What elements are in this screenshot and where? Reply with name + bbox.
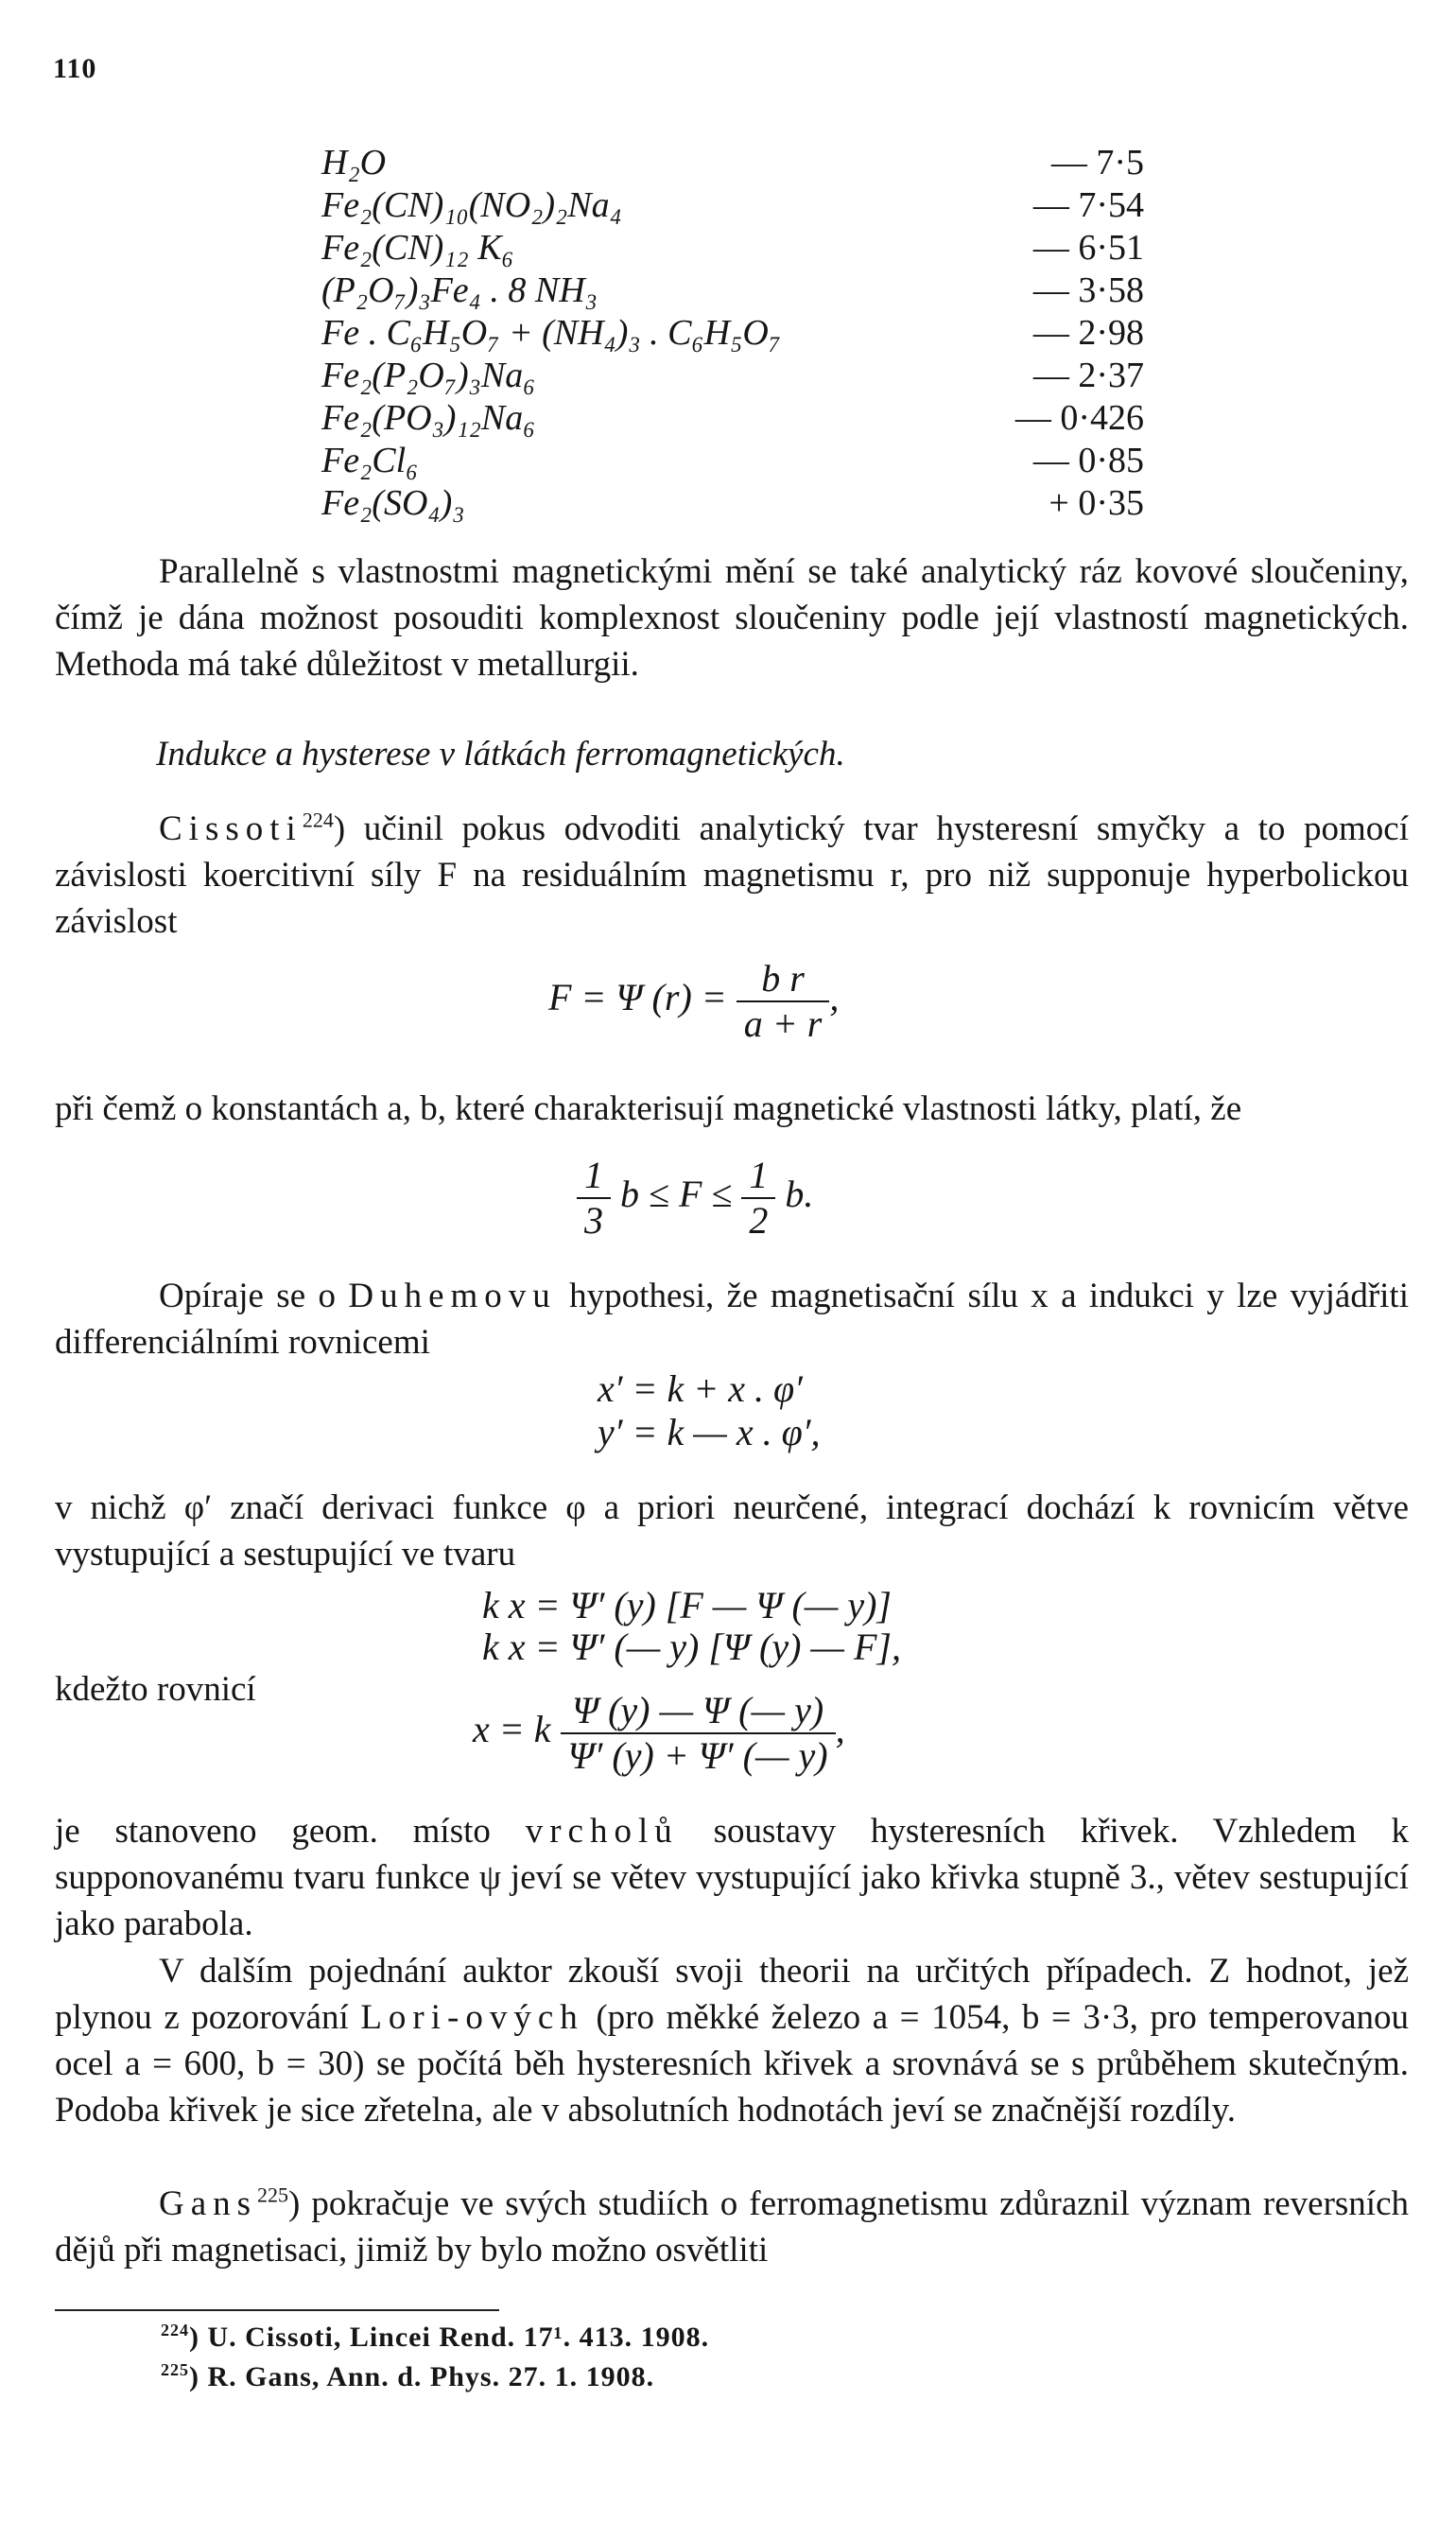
paragraph-duhem (55, 1273, 1409, 1365)
fraction (561, 1689, 836, 1778)
numerator: 1 (741, 1154, 775, 1199)
footnote-ref: 225 (257, 2183, 289, 2207)
paragraph-text: (pro měkké železo a = 1054, b = 3·3, pro temperovanou ocel a = 600, b = 30) se počítá běh hysteresních křivek a srovnává se s průběhem skutečným. Podoba křivek je sice zřetelna, ale v absolutních hodnotách jeví se značnější rozdíly. (55, 1998, 1410, 2130)
table-row (321, 482, 1144, 525)
equation-line: k x = Ψ′ (y) [F — Ψ (— y)] (482, 1584, 892, 1626)
numerator: 1 (577, 1154, 611, 1199)
footnote-text: ) U. Cissoti, Lincei Rend. 17¹. 413. 1908. (189, 2322, 710, 2353)
paragraph-lori (55, 1948, 1409, 2133)
table-row (321, 397, 1144, 440)
kdezto-label: kdežto rovnicí (55, 1670, 256, 1709)
compound-value: — 2·98 (1032, 313, 1144, 353)
table-row (321, 142, 1144, 184)
compound-value: + 0·35 (1049, 483, 1144, 523)
denominator: 3 (584, 1199, 603, 1242)
compound-value: — 2·37 (1032, 356, 1144, 395)
equation-branches (482, 1585, 901, 1668)
section-heading: Indukce a hysterese v látkách ferromagnetických. (156, 735, 845, 774)
author-name: Gans (159, 2184, 258, 2223)
equation-vertices (473, 1689, 845, 1778)
equation-line: k x = Ψ′ (— y) [Ψ (y) — F], (482, 1626, 901, 1668)
equation-tail: , (835, 1708, 845, 1751)
person-name: Lori-ových (360, 1998, 584, 2037)
compound-formula: Fe₂(PO₃)₁₂Na₆ (321, 398, 536, 438)
denominator: Ψ′ (y) + Ψ′ (— y) (567, 1734, 828, 1777)
equation-line: x′ = k + x . φ′ (598, 1367, 803, 1410)
footnote-text: ) R. Gans, Ann. d. Phys. 27. 1. 1908. (189, 2361, 655, 2392)
table-row (321, 184, 1144, 227)
paragraph-magnetic-properties: Parallelně s vlastnostmi magnetickými mění se také analytický ráz kovové sloučeniny, čímž je dána možnost posouditi komplexnost sloučeniny podle její vlastností magnetických. Methoda má také důležitost v metallurgii. (55, 552, 1409, 684)
fraction (577, 1154, 611, 1243)
person-name: Duhemovu (348, 1277, 557, 1315)
fraction (737, 957, 830, 1046)
compound-value: — 0·426 (1014, 398, 1144, 438)
footnote-number: 224 (161, 2321, 189, 2339)
numerator: b r (737, 957, 830, 1002)
equation-inequality (577, 1154, 813, 1243)
equation-tail: , (829, 976, 840, 1019)
compound-formula: Fe₂(SO₄)₃ (321, 483, 465, 523)
table-row (321, 227, 1144, 270)
paragraph-integration: v nichž φ′ značí derivaci funkce φ a priori neurčené, integrací dochází k rovnicím větve vystupující a sestupující ve tvaru (55, 1488, 1409, 1574)
paragraph-text: hypothesi, že magnetisační sílu x a indukci y lze vyjádřiti differenciálními rovnicemi (55, 1277, 1409, 1362)
paragraph-constants: při čemž o konstantách a, b, které charakterisují magnetické vlastnosti látky, platí, že (55, 1089, 1242, 1128)
paragraph-vertices (55, 1808, 1409, 1947)
page-number: 110 (53, 53, 97, 84)
compound-formula: H₂O (321, 143, 387, 183)
paragraph-gans (55, 2181, 1409, 2273)
paragraph-text: Opíraje se o (159, 1277, 349, 1315)
paragraph-text: V dalším pojednání auktor zkouší svoji theorii na určitých případech. Z hodnot, jež plynou z pozorování (55, 1952, 1409, 2037)
compound-formula: Fe . C₆H₅O₇ + (NH₄)₃ . C₆H₅O₇ (321, 313, 781, 353)
table-row (321, 270, 1144, 312)
footnote-ref: 224 (302, 808, 334, 832)
table-row (321, 355, 1144, 397)
paragraph-text: soustavy hysteresních křivek. Vzhledem k supponovanému tvaru funkce ψ jeví se větev vystupující jako křivka stupně 3., větev sestupující jako parabola. (55, 1812, 1409, 1943)
table-row (321, 440, 1144, 482)
table-row (321, 312, 1144, 355)
paragraph-cissoti (55, 806, 1409, 945)
fraction (741, 1154, 775, 1243)
paragraph-text: ) učinil pokus odvoditi analytický tvar hysteresní smyčky a to pomocí závislosti koercitivní síly F na residuálním magnetismu r, pro niž supponuje hyperbolickou závislost (55, 809, 1409, 941)
emphasized-word: vrcholů (525, 1812, 679, 1851)
footnote (161, 2360, 654, 2393)
numerator: Ψ (y) — Ψ (— y) (561, 1689, 836, 1734)
denominator: 2 (749, 1199, 769, 1242)
compound-value: — 3·58 (1032, 270, 1144, 310)
compound-value: — 7·54 (1032, 185, 1144, 225)
compound-formula: Fe₂Cl₆ (321, 441, 419, 480)
paragraph-text: ) pokračuje ve svých studiích o ferromagnetismu zdůraznil význam reversních dějů při magnetisaci, jimiž by bylo možno osvětliti (55, 2184, 1409, 2270)
equation-lhs: x = k (473, 1708, 551, 1751)
compound-value: — 0·85 (1032, 441, 1144, 480)
equation-differential (598, 1367, 820, 1454)
footnote-divider (55, 2309, 499, 2311)
equation-lhs: F = Ψ (r) = (548, 976, 727, 1019)
compound-formula: Fe₂(CN)₁₂ K₆ (321, 228, 514, 268)
footnote (161, 2321, 709, 2354)
author-name: Cissoti (159, 809, 303, 848)
footnote-number: 225 (161, 2360, 189, 2379)
magnetic-values-table (321, 142, 1144, 525)
compound-formula: (P₂O₇)₃Fe₄ . 8 NH₃ (321, 270, 598, 310)
equation-middle: b ≤ F ≤ (620, 1173, 733, 1216)
compound-formula: Fe₂(CN)₁₀(NO₂)₂Na₄ (321, 185, 622, 225)
compound-value: — 6·51 (1032, 228, 1144, 268)
compound-formula: Fe₂(P₂O₇)₃Na₆ (321, 356, 536, 395)
equation-tail: b. (785, 1173, 814, 1216)
compound-value: — 7·5 (1050, 143, 1144, 183)
denominator: a + r (743, 1002, 823, 1045)
equation-line: y′ = k — x . φ′, (598, 1411, 821, 1453)
paragraph-text: je stanoveno geom. místo (55, 1812, 526, 1851)
equation-hyperbolic (548, 957, 839, 1046)
